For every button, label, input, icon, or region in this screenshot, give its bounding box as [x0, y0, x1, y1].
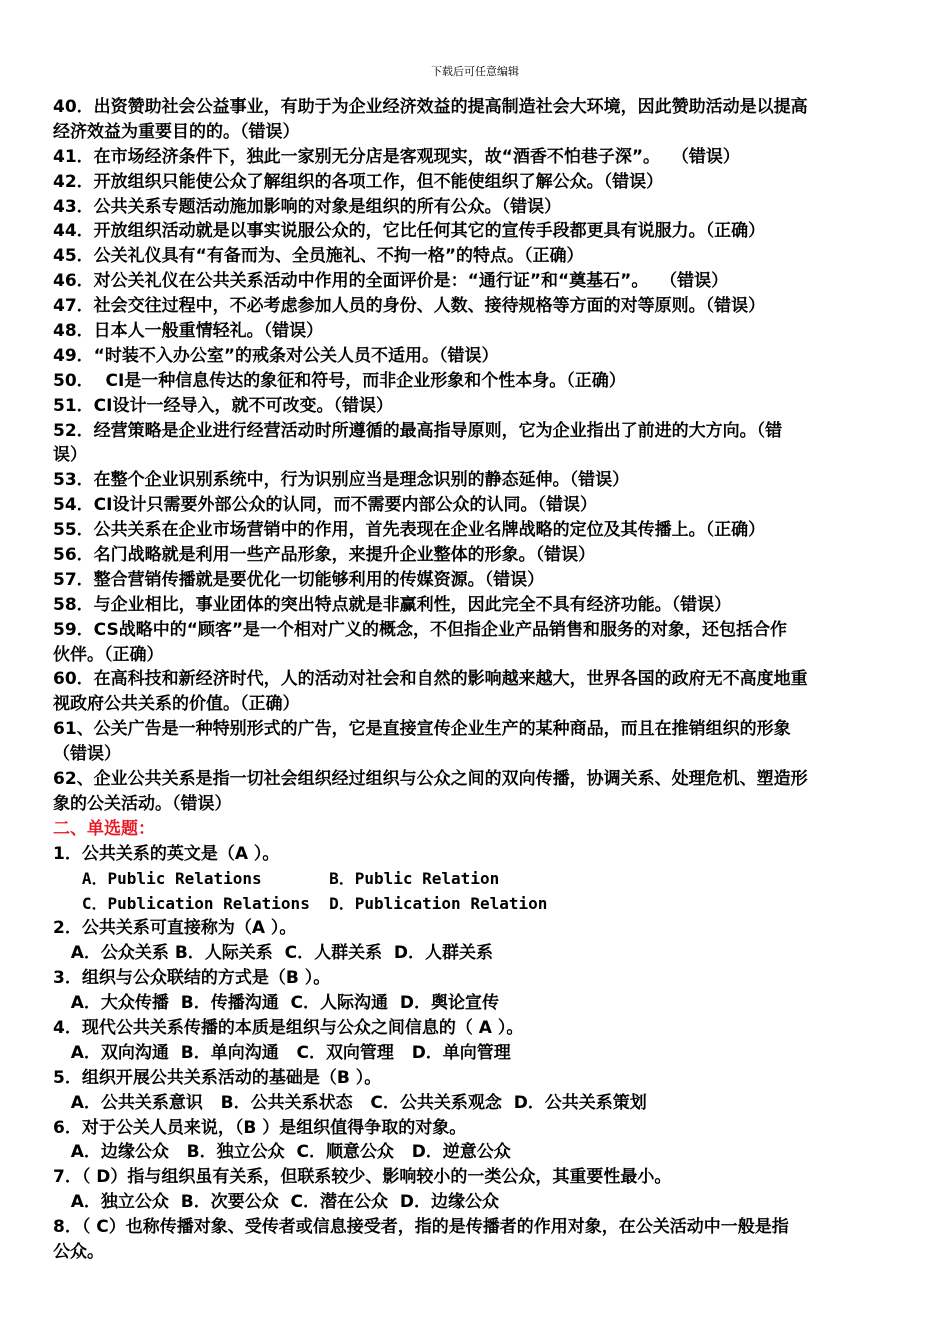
question-line: 5．组织开展公共关系活动的基础是（B ）。	[53, 1067, 382, 1088]
text-line: 40．出资赞助社会公益事业，有助于为企业经济效益的提高制造社会大环境，因此赞助活动是以提高	[53, 97, 808, 117]
text-line: 46．对公关礼仪在公共关系活动中作用的全面评价是：“通行证”和“奠基石”。 （错误）	[53, 271, 729, 292]
text-line: 56．名门战略就是利用一些产品形象，来提升企业整体的形象。（错误）	[53, 545, 596, 566]
text-line: 58．与企业相比，事业团体的突出特点就是非赢利性，因此完全不具有经济功能。（错误）	[53, 594, 732, 615]
question-line: 4．现代公共关系传播的本质是组织与公众之间信息的（ A ）。	[53, 1017, 524, 1038]
text-line: 59．CS战略中的“顾客”是一个相对广义的概念，不但指企业产品销售和服务的对象，还包括合作	[53, 619, 788, 640]
text-line: 54．CI设计只需要外部公众的认同，而不需要内部公众的认同。（错误）	[53, 495, 597, 516]
text-line: 43．公共关系专题活动施加影响的对象是组织的所有公众。（错误）	[53, 196, 562, 217]
question-options: A．独立公众 B．次要公众 C．潜在公众 D．边缘公众	[53, 1192, 499, 1213]
text-line: 48．日本人一般重情轻礼。（错误）	[53, 321, 324, 342]
page-header: 下载后可任意编辑	[431, 65, 519, 78]
question-options: A．双向沟通 B．单向沟通 C．双向管理 D．单向管理	[53, 1042, 511, 1063]
text-line: （错误）	[53, 744, 121, 765]
question-options: A．公共关系意识 B．公共关系状态 C．公共关系观念 D．公共关系策划	[53, 1092, 647, 1113]
question-line: 7．（ D）指与组织虽有关系，但联系较少、影响较小的一类公众，其重要性最小。	[53, 1167, 672, 1188]
question-options: A．Public Relations B．Public Relation	[53, 868, 500, 888]
text-line: 52．经营策略是企业进行经营活动时所遵循的最高指导原则，它为企业指出了前进的大方向。（错	[53, 420, 783, 441]
text-line: 伙伴。（正确）	[53, 644, 164, 665]
text-line: 经济效益为重要目的的。（错误）	[53, 121, 300, 142]
question-line: 8．（ C）也称传播对象、受传者或信息接受者，指的是传播者的作用对象，在公关活动中一般是指	[53, 1217, 789, 1238]
text-line: 49．“时装不入办公室”的戒条对公关人员不适用。（错误）	[53, 345, 499, 366]
question-options: A．大众传播 B．传播沟通 C．人际沟通 D．舆论宣传	[53, 993, 499, 1014]
text-line: 45．公关礼仪具有“有备而为、全员施礼、不拘一格”的特点。（正确）	[53, 246, 584, 267]
text-line: 50． CI是一种信息传达的象征和符号，而非企业形象和个性本身。（正确）	[53, 370, 626, 391]
text-line: 55．公共关系在企业市场营销中的作用，首先表现在企业名牌战略的定位及其传播上。（正确）	[53, 520, 766, 541]
question-options: A．公众关系 B．人际关系 C．人群关系 D．人群关系	[53, 943, 494, 964]
question-options: C．Publication Relations D．Publication Relation	[53, 893, 548, 913]
text-line: 41．在市场经济条件下，独此一家别无分店是客观现实，故“酒香不怕巷子深”。 （错误）	[53, 146, 740, 167]
text-line: 误）	[53, 445, 87, 466]
text-line: 42．开放组织只能使公众了解组织的各项工作，但不能使组织了解公众。（错误）	[53, 171, 664, 192]
text-line: 47．社会交往过程中，不必考虑参加人员的身份、人数、接待规格等方面的对等原则。（错误）	[53, 296, 766, 317]
question-line: 3．组织与公众联结的方式是（B ）。	[53, 968, 331, 989]
question-line: 6．对于公关人员来说，（B ）是组织值得争取的对象。	[53, 1117, 467, 1138]
section-title: 二、单选题：	[53, 818, 155, 839]
question-line: 2．公共关系可直接称为（A ）。	[53, 918, 297, 939]
text-line: 44．开放组织活动就是以事实说服公众的，它比任何其它的宣传手段都更具有说服力。（正确）	[53, 221, 766, 242]
question-line: 1．公共关系的英文是（A ）。	[53, 843, 280, 864]
text-line: 60．在高科技和新经济时代，人的活动对社会和自然的影响越来越大，世界各国的政府无不高度地重	[53, 669, 808, 690]
text-line: 61、公关广告是一种特别形式的广告，它是直接宣传企业生产的某种商品，而且在推销组织的形象	[53, 719, 791, 740]
text-line: 象的公关活动。（错误）	[53, 793, 232, 814]
text-line: 视政府公共关系的价值。（正确）	[53, 694, 300, 715]
document-body	[53, 95, 898, 1265]
text-line: 51．CI设计一经导入，就不可改变。（错误）	[53, 395, 393, 416]
text-line: 62、企业公共关系是指一切社会组织经过组织与公众之间的双向传播，协调关系、处理危机、塑造形	[53, 769, 808, 790]
question-options: A．边缘公众 B．独立公众 C．顺意公众 D．逆意公众	[53, 1142, 511, 1163]
text-line: 53．在整个企业识别系统中，行为识别应当是理念识别的静态延伸。（错误）	[53, 470, 630, 491]
question-line: 公众。	[53, 1241, 104, 1262]
text-line: 57．整合营销传播就是要优化一切能够利用的传媒资源。（错误）	[53, 569, 545, 590]
